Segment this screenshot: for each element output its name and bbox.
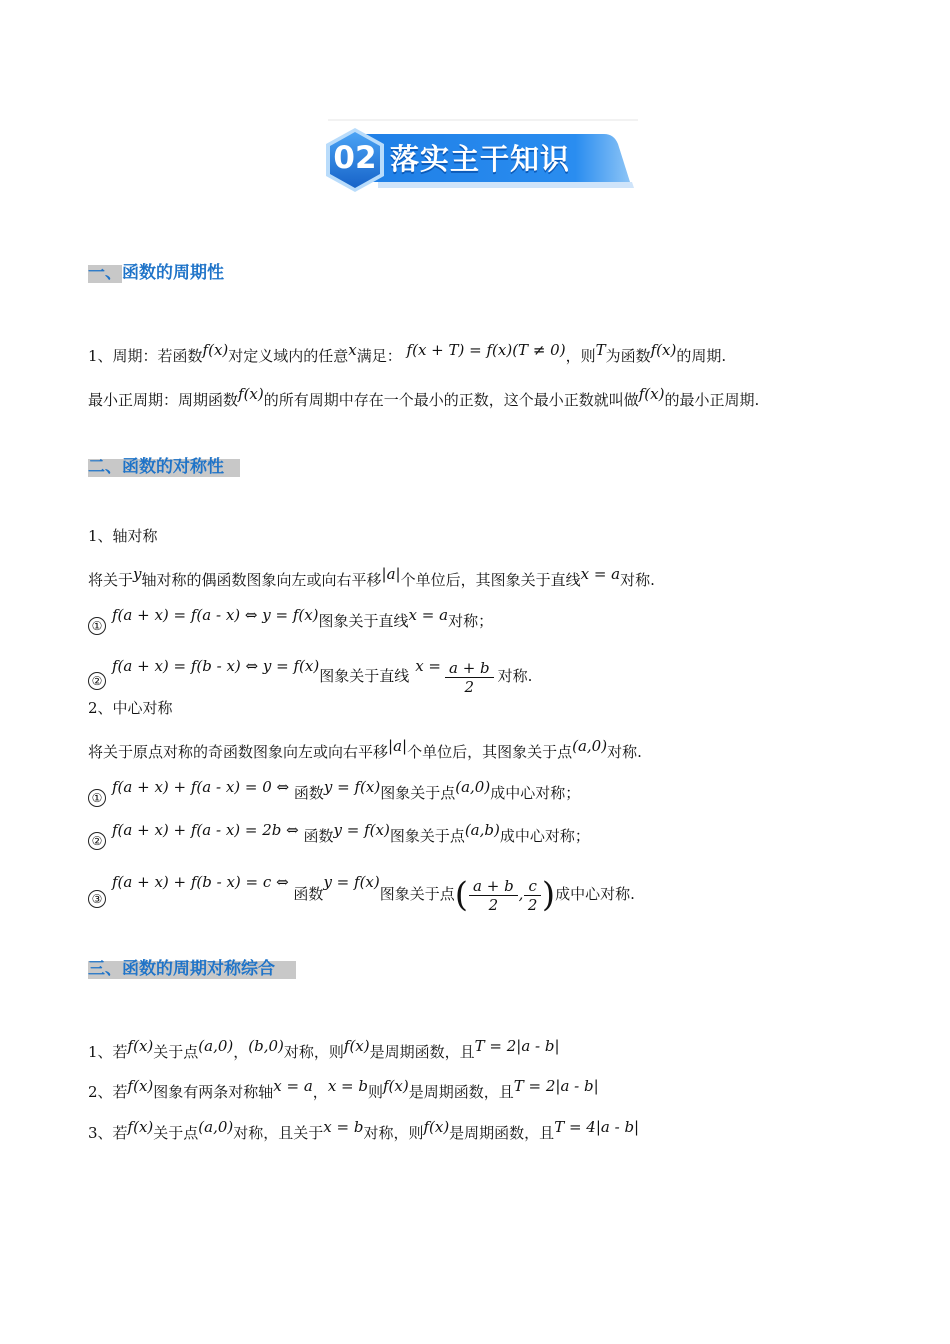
text: 图象关于直线 — [318, 612, 409, 630]
math-point-a0: (a,0) — [572, 737, 608, 755]
math-center-rule-1: f(a + x) + f(a - x) = 0 ⇔ — [112, 778, 290, 796]
text: 对称，则 — [363, 1124, 424, 1142]
math-T-4ab: T = 4|a - b| — [554, 1118, 640, 1136]
text: 1、若 — [88, 1043, 128, 1061]
axis-symmetry-title: 1、轴对称 — [88, 527, 158, 545]
math-x-eq-b: x = b — [327, 1077, 368, 1095]
comma: , — [518, 885, 524, 903]
math-abs-a: |a| — [388, 737, 408, 755]
text: 的最小正周期. — [664, 391, 760, 409]
banner-title: 落实主干知识 — [390, 142, 571, 176]
math-T-2ab: T = 2|a - b| — [513, 1077, 599, 1095]
section-banner — [318, 118, 638, 202]
text: 图象关于直线 — [319, 667, 410, 685]
text: 对称. — [607, 743, 642, 761]
math-point-a0: (a,0) — [198, 1037, 234, 1055]
math-center-rule-2: f(a + x) + f(a - x) = 2b ⇔ — [112, 821, 299, 839]
period-definition — [88, 340, 726, 366]
axis-symmetry-desc — [88, 564, 655, 590]
heading-text: 一、函数的周期性 — [88, 263, 224, 283]
math-y-fx: y = f(x) — [323, 873, 380, 891]
heading-text: 二、函数的对称性 — [88, 457, 224, 477]
math-y: y — [133, 565, 142, 583]
numerator: a + b — [469, 877, 518, 896]
text: 1、周期：若函数 — [88, 347, 203, 365]
text: 图象关于点 — [379, 885, 455, 903]
math-fx: f(x) — [343, 1037, 370, 1055]
math-fx: f(x) — [202, 341, 229, 359]
denominator: 2 — [527, 895, 538, 914]
math-center-rule-3: f(a + x) + f(b - x) = c ⇔ — [112, 873, 289, 891]
circled-number: ③ — [88, 890, 106, 908]
text: 的所有周期中存在一个最小的正数，这个最小正数就叫做 — [263, 391, 639, 409]
center-rule-2 — [88, 820, 590, 850]
text: 函数 — [303, 827, 334, 845]
text: 对称； — [448, 612, 494, 630]
text: 的周期. — [676, 347, 727, 365]
text: 函数 — [293, 885, 324, 903]
section-heading-periodicity — [88, 262, 224, 284]
right-paren: ) — [541, 875, 556, 915]
math-abs-a: |a| — [381, 565, 401, 583]
denominator: 2 — [488, 895, 499, 914]
math-point-ab: (a,b) — [464, 821, 500, 839]
math-y-fx: y = f(x) — [333, 821, 390, 839]
text: 对称. — [620, 571, 655, 589]
text: 满足： — [356, 347, 402, 365]
text: ，则 — [565, 347, 596, 365]
text: 对定义域内的任意 — [228, 347, 349, 365]
text: 成中心对称. — [555, 885, 635, 903]
math-x: x — [348, 341, 357, 359]
text: 函数 — [293, 784, 324, 802]
text: 是周期函数，且 — [369, 1043, 475, 1061]
text: 图象有两条对称轴 — [153, 1083, 274, 1101]
text: 2、若 — [88, 1083, 128, 1101]
text: 是周期函数，且 — [408, 1083, 514, 1101]
center-rule-3 — [88, 860, 635, 917]
text: 图象关于点 — [380, 784, 456, 802]
math-fx: f(x) — [127, 1077, 154, 1095]
math-point-a0: (a,0) — [198, 1118, 234, 1136]
text: 为函数 — [605, 347, 651, 365]
banner-number: 02 — [333, 140, 377, 176]
text: 个单位后，其图象关于点 — [407, 743, 573, 761]
center-rule-1 — [88, 777, 580, 807]
text: 成中心对称； — [499, 827, 590, 845]
math-T: T — [595, 341, 606, 359]
text: 将关于原点对称的奇函数图象向左或向右平移 — [88, 743, 389, 761]
math-point-a0: (a,0) — [455, 778, 491, 796]
center-symmetry-title: 2、中心对称 — [88, 699, 173, 717]
math-point-b0: (b,0) — [248, 1037, 284, 1055]
text: 图象关于点 — [389, 827, 465, 845]
math-fx: f(x) — [638, 385, 665, 403]
fraction — [469, 877, 518, 914]
text: ， — [233, 1043, 249, 1061]
circled-number: ② — [88, 832, 106, 850]
math-x-eq-a: x = a — [273, 1077, 313, 1095]
math-y-fx: y = f(x) — [323, 778, 381, 796]
circled-number: ① — [88, 789, 106, 807]
left-paren: ( — [454, 875, 469, 915]
text: 成中心对称； — [490, 784, 581, 802]
math-period-equation: f(x + T) = f(x)(T ≠ 0) — [406, 341, 566, 359]
math-x-eq-b: x = b — [323, 1118, 364, 1136]
axis-rule-1 — [88, 605, 493, 635]
text: 将关于 — [88, 571, 134, 589]
combined-rule-1 — [88, 1036, 560, 1062]
text: 个单位后，其图象关于直线 — [400, 571, 581, 589]
combined-rule-2 — [88, 1076, 599, 1102]
text: 对称，且关于 — [233, 1124, 324, 1142]
math-fx: f(x) — [650, 341, 677, 359]
heading-text: 三、函数的周期对称综合 — [88, 959, 275, 979]
min-period-definition — [88, 384, 759, 410]
axis-rule-2 — [88, 646, 532, 696]
math-fx: f(x) — [238, 385, 264, 403]
math-fx: f(x) — [423, 1118, 450, 1136]
section-heading-symmetry — [88, 456, 224, 478]
math-fx: f(x) — [383, 1077, 409, 1095]
text: 关于点 — [153, 1043, 199, 1061]
circled-number: ② — [88, 672, 106, 690]
text: 轴对称的偶函数图象向左或向右平移 — [141, 571, 382, 589]
text: 对称. — [497, 667, 533, 685]
text: 是周期函数，且 — [449, 1124, 555, 1142]
section-heading-combined — [88, 958, 275, 980]
circled-number: ① — [88, 617, 106, 635]
numerator: c — [524, 877, 540, 896]
denominator: 2 — [464, 677, 475, 696]
math-axis-rule-1: f(a + x) = f(a - x) ⇔ y = f(x) — [112, 606, 319, 624]
text: ， — [312, 1083, 328, 1101]
math-x-eq-a: x = a — [408, 606, 449, 624]
numerator: a + b — [445, 659, 494, 678]
math-fx: f(x) — [127, 1037, 154, 1055]
fraction — [445, 659, 494, 696]
combined-rule-3 — [88, 1117, 639, 1143]
math-x-eq: x = — [415, 657, 441, 675]
fraction — [524, 877, 540, 914]
math-fx: f(x) — [127, 1118, 154, 1136]
text: 关于点 — [153, 1124, 199, 1142]
text: 对称，则 — [283, 1043, 344, 1061]
center-symmetry-desc — [88, 736, 642, 762]
text: 最小正周期：周期函数 — [88, 391, 239, 409]
math-x-eq-a: x = a — [580, 565, 621, 583]
text: 3、若 — [88, 1124, 128, 1142]
math-axis-rule-2: f(a + x) = f(b - x) ⇔ y = f(x) — [112, 657, 320, 675]
text: 则 — [367, 1083, 383, 1101]
math-T-2ab: T = 2|a - b| — [474, 1037, 560, 1055]
